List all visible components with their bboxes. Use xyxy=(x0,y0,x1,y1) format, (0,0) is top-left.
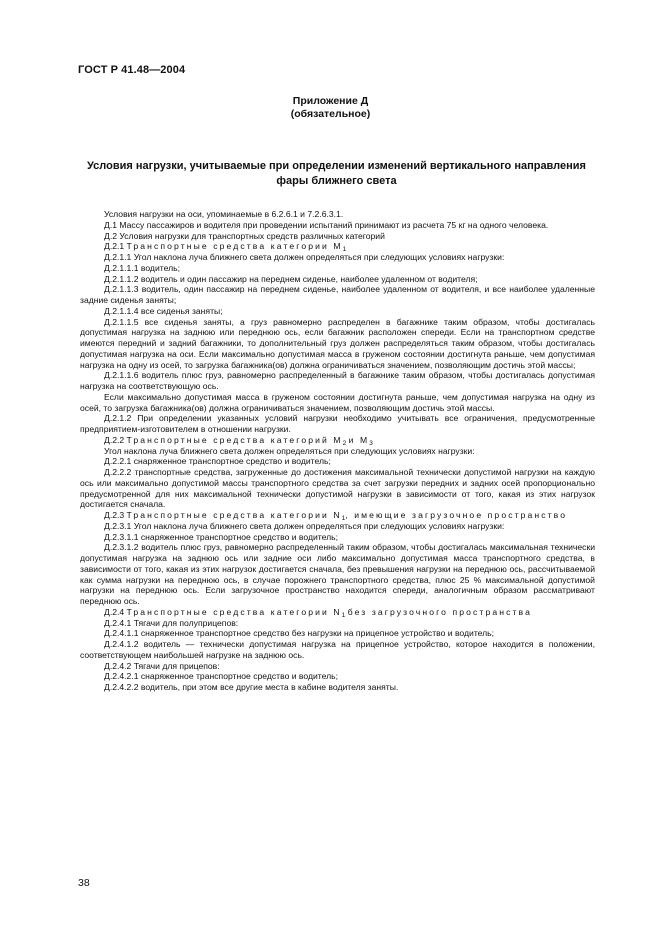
document-header: ГОСТ Р 41.48—2004 xyxy=(78,64,186,76)
paragraph-d2116-note: Если максимально допустимая масса в груженом состоянии достигнута раньше, чем допустимая нагрузка на одну из осей, то загрузка багажника(ов) должна ограничиваться значением, позволяющим достичь этой массы. xyxy=(80,391,595,413)
subscript: 1 xyxy=(341,515,346,522)
heading-number: Д.2.1 xyxy=(104,241,125,252)
page-number: 38 xyxy=(78,877,90,889)
annex-title: Приложение Д xyxy=(292,95,369,107)
heading-d23 xyxy=(80,510,595,521)
paragraph-d212: Д.2.1.2 При определении указанных условий нагрузки необходимо учитывать все ограничения, предусмотренные предприятием-изготовителем в отношении нагрузки. xyxy=(80,413,595,434)
heading-d21 xyxy=(80,241,595,252)
paragraph-d2115: Д.2.1.1.5 все сиденья заняты, а груз равномерно распределен в багажнике таким образом, чтобы достигалась допустимая нагрузка на заднюю или переднюю ось, если багажник расположен спереди. Если на транспортном средстве имеются передний и задний багажники, то дополнительный груз должен распределяться таким образом, чтобы достигалась допустимая нагрузка на оси. Если максимально допустимая масса в груженом состоянии достигнута раньше, чем допустимая нагрузка на одну из осей, то загрузка багажника(ов) должна ограничиваться значением, позволяющим достичь этой массы; xyxy=(80,316,595,370)
heading-number: Д.2.2 xyxy=(104,434,125,445)
heading-text: Транспортные средства категории N xyxy=(126,510,342,520)
paragraph-d2113: Д.2.1.1.3 водитель, один пассажир на переднем сиденье, наиболее удаленном от водителя, и все наиболее удаленные задние сиденья заняты; xyxy=(80,284,595,305)
paragraph-d231: Д.2.3.1 Угол наклона луча ближнего света должен определяться при следующих условиях нагрузки: xyxy=(104,520,505,531)
subscript: 3 xyxy=(369,439,373,447)
paragraph-d222: Д.2.2.2 транспортные средства, загруженные до достижения максимальной технически допустимой нагрузки на каждую ось или максимально допустимой массы транспортного средства за счет загрузки передних и задних осей пропорционально предусмотренной для них максимальной технически допустимой нагрузки в зависимости от того, какая из этих нагрузок достигается сначала. xyxy=(80,467,595,510)
paragraph-d2422: Д.2.4.2.2 водитель, при этом все другие места в кабине водителя заняты. xyxy=(104,682,399,692)
paragraph-intro: Условия нагрузки на оси, упоминаемые в 6.2.6.1 и 7.2.6.3.1. xyxy=(104,209,344,219)
heading-text: Транспортные средства категории N xyxy=(126,606,342,617)
heading-number: Д.2.4 xyxy=(104,606,125,617)
annex-status: (обязательное) xyxy=(290,108,371,120)
paragraph-d2116: Д.2.1.1.6 водитель плюс груз, равномерно распределенный в багажнике таким образом, чтобы достигалась допустимая нагрузка на соответствующую ось. xyxy=(80,370,595,391)
heading-text: Транспортные средства категории M xyxy=(126,241,343,252)
paragraph-d211: Д.2.1.1 Угол наклона луча ближнего света должен определяться при следующих условиях нагрузки: xyxy=(104,252,505,262)
heading-text-tail: , имеющие загрузочное пространство xyxy=(345,510,568,520)
paragraph-d1: Д.1 Массу пассажиров и водителя при проведении испытаний принимают из расчета 75 кг на одного человека. xyxy=(104,219,549,230)
paragraph-d2114: Д.2.1.1.4 все сиденья заняты; xyxy=(104,305,223,316)
subscript: 1 xyxy=(342,246,347,254)
paragraph-d2112: Д.2.1.1.2 водитель и один пассажир на переднем сиденье, наиболее удаленном от водителя; xyxy=(104,273,478,284)
heading-text-tail: без загрузочного пространства xyxy=(347,606,532,617)
document-body xyxy=(80,209,595,693)
paragraph-d2111: Д.2.1.1.1 водитель; xyxy=(104,262,180,273)
paragraph-d2411: Д.2.4.1.1 снаряженное транспортное средство без нагрузки на прицепное устройство и водитель; xyxy=(104,628,495,639)
paragraph-d241: Д.2.4.1 Тягачи для полуприцепов: xyxy=(104,617,239,628)
subscript: 1 xyxy=(341,611,346,619)
paragraph-d221: Д.2.2.1 снаряженное транспортное средство и водитель; xyxy=(104,456,331,467)
heading-d22 xyxy=(80,435,595,446)
subscript: 2 xyxy=(342,439,347,447)
paragraph-d2311: Д.2.3.1.1 снаряженное транспортное средство и водитель; xyxy=(104,531,339,542)
paragraph-d2421: Д.2.4.2.1 снаряженное транспортное средство и водитель; xyxy=(104,671,339,682)
heading-number: Д.2.3 xyxy=(104,510,125,520)
paragraph-d2: Д.2 Условия нагрузки для транспортных средств различных категорий xyxy=(104,230,385,241)
paragraph-d242: Д.2.4.2 Тягачи для прицепов: xyxy=(104,660,220,671)
paragraph-d2312: Д.2.3.1.2 водитель плюс груз, равномерно распределенный таким образом, чтобы достигалась максимальная технически допустимая нагрузка на заднюю ось или задние оси либо максимально допустимая масса транспортного средства, в зависимости от того, какая из этих нагрузок достигается сначала, без превышения нагрузки на переднюю ось, рассчитываемой как сумма нагрузки на переднюю ось, в случае порожнего транспортного средства, плюс 25 % максимальной допустимой нагрузки на переднюю ось. Если загрузочное пространство находится спереди, аналогичным образом рассматривают переднюю ось. xyxy=(80,542,595,606)
paragraph-d22-intro: Угол наклона луча ближнего света должен определяться при следующих условиях нагрузки: xyxy=(104,445,475,456)
heading-d24 xyxy=(80,607,595,618)
section-title: Условия нагрузки, учитываемые при определении изменений вертикального направления фары ближнего света xyxy=(87,160,586,187)
paragraph-d2412: Д.2.4.1.2 водитель — технически допустимая нагрузка на прицепное устройство, которое находится в положении, соответствующем наибольшей нагрузке на заднюю ось. xyxy=(80,639,595,660)
heading-text-and: и M xyxy=(348,434,370,445)
heading-text: Транспортные средства категорий M xyxy=(126,434,343,445)
